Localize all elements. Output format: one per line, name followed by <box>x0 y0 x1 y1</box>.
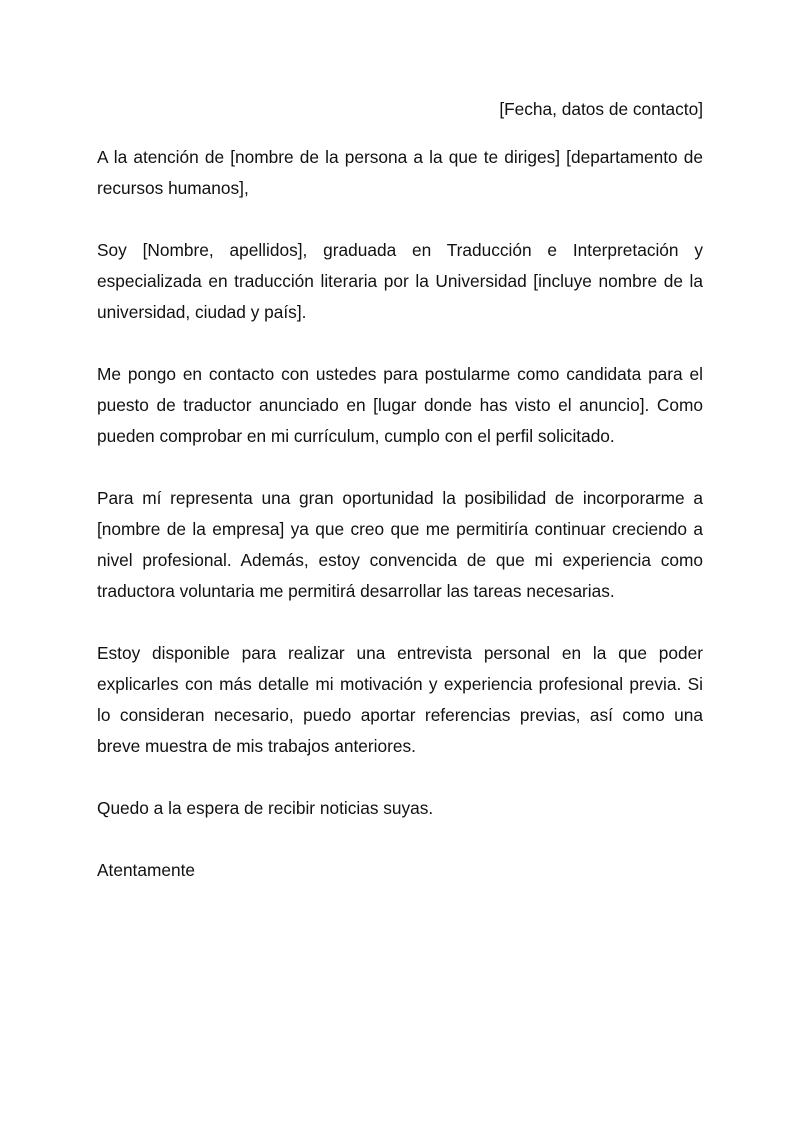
salutation: A la atención de [nombre de la persona a la que te diriges] [departamento de recursos humanos], <box>97 147 703 198</box>
paragraph-motivation: Para mí representa una gran oportunidad la posibilidad de incorporarme a [nombre de la empresa] ya que creo que me permitiría continuar creciendo a nivel profesional. Además, estoy convencida de que mi experiencia como traductora voluntaria me permitirá desarrollar las tareas necesarias. <box>97 488 703 601</box>
paragraph-application: Me pongo en contacto con ustedes para postularme como candidata para el puesto de traductor anunciado en [lugar donde has visto el anuncio]. Como pueden comprobar en mi currículum, cumplo con el perfil solicitado. <box>97 364 703 446</box>
waiting-line: Quedo a la espera de recibir noticias suyas. <box>97 798 434 818</box>
closing-signoff: Atentamente <box>97 860 195 880</box>
letter-body <box>97 94 703 886</box>
paragraph-introduction: Soy [Nombre, apellidos], graduada en Traducción e Interpretación y especializada en traducción literaria por la Universidad [incluye nombre de la universidad, ciudad y país]. <box>97 240 703 322</box>
date-contact-line: [Fecha, datos de contacto] <box>499 99 703 119</box>
paragraph-availability: Estoy disponible para realizar una entrevista personal en la que poder explicarles con más detalle mi motivación y experiencia profesional previa. Si lo consideran necesario, puedo aportar referencias previas, así como una breve muestra de mis trabajos anteriores. <box>97 643 703 756</box>
